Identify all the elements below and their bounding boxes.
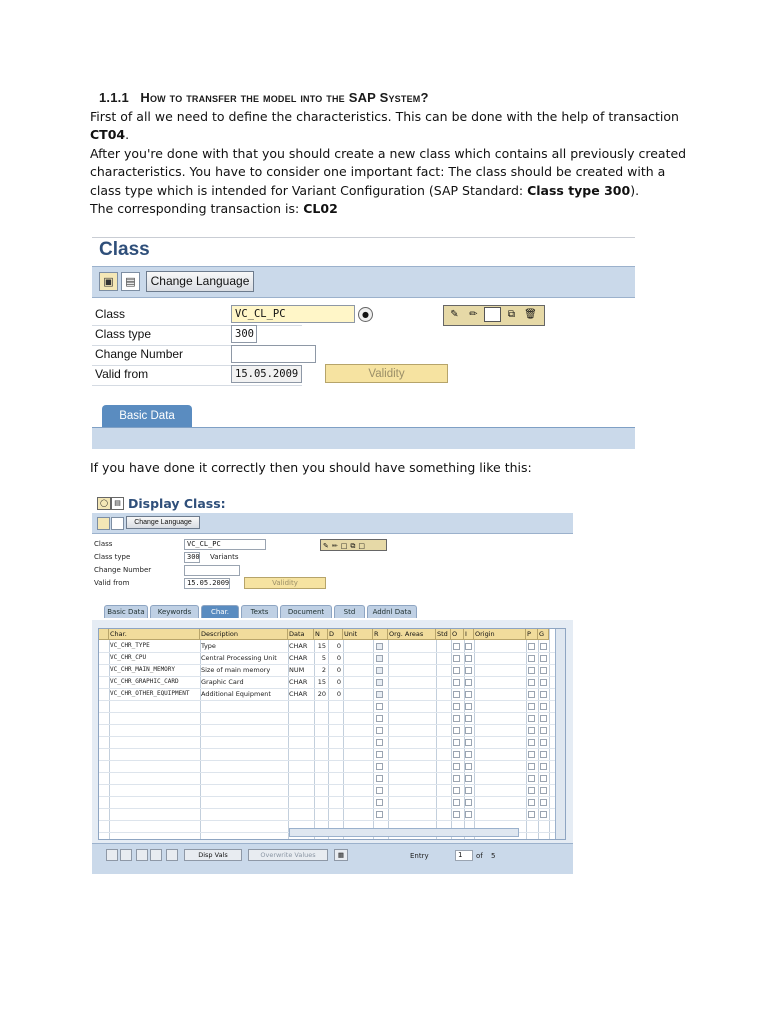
first-page-button[interactable] [106,849,118,861]
row-checkbox[interactable] [465,811,472,818]
disp-vals-button[interactable]: Disp Vals [184,849,242,861]
row-checkbox[interactable] [453,739,460,746]
paragraph-1: First of all we need to define the characteristics. This can be done with the help of transaction CT04. [90,109,679,143]
class-type-300: Class type 300 [527,182,631,198]
next-page-button[interactable] [136,849,148,861]
cell-desc[interactable]: Size of main memory [201,666,271,674]
section-heading [99,90,429,105]
vertical-scrollbar[interactable] [555,629,565,839]
row-checkbox[interactable] [540,751,547,758]
change-number-input[interactable] [231,345,316,363]
label-valid-from: Valid from [94,579,130,587]
column-header-org-areas[interactable]: Org. Areas [388,629,436,640]
result-intro: If you have done it correctly then you should have something like this: [90,460,532,475]
row-checkbox[interactable] [453,667,460,674]
change-number-input[interactable] [184,565,240,576]
entry-input[interactable]: 1 [455,850,473,861]
row-checkbox[interactable] [528,703,535,710]
column-header-origin[interactable]: Origin [474,629,526,640]
change-language-button[interactable]: Change Language [126,516,200,529]
row-checkbox[interactable] [540,787,547,794]
cell-d[interactable]: 0 [336,678,341,686]
action-icons [443,305,545,326]
table-footer [92,843,573,874]
row-checkbox[interactable] [540,739,547,746]
class-input[interactable]: VC_CL_PC [231,305,355,323]
row-checkbox[interactable] [465,643,472,650]
row-checkbox[interactable] [453,655,460,662]
column-header-d[interactable]: D [328,629,343,640]
row-checkbox[interactable] [528,679,535,686]
cell-d[interactable]: 0 [336,642,341,650]
cell-d[interactable]: 0 [336,690,341,698]
row-checkbox[interactable] [376,667,383,674]
row-checkbox[interactable] [465,655,472,662]
class-type-input[interactable]: 300 [231,325,257,343]
row-checkbox[interactable] [453,643,460,650]
row-checkbox[interactable] [540,727,547,734]
row-checkbox[interactable] [528,739,535,746]
column-header-data[interactable]: Data [288,629,314,640]
row-checkbox[interactable] [376,751,383,758]
cell-desc[interactable]: Additional Equipment [201,690,271,698]
row-checkbox[interactable] [376,811,383,818]
tab-document[interactable]: Document [280,605,332,618]
edit-icon[interactable]: ✏ [469,309,478,320]
paragraph-2: After you're done with that you should create a new class which contains all previously created characteristics. You have to consider one important fact: The class should be created with a class type which is intended for Variant Configuration (SAP Standard: Class type 300). [90,145,687,198]
heading-text: How to transfer the model into the SAP System? [140,90,429,105]
display-class-screen [92,493,573,873]
column-header-unit[interactable]: Unit [343,629,373,640]
label-class-type: Class type [94,553,131,561]
label-change-number: Change Number [94,566,152,574]
row-checkbox[interactable] [376,703,383,710]
intro-paragraphs [90,108,690,218]
cell-n[interactable]: 15 [317,678,326,686]
cell-data[interactable]: NUM [289,666,305,674]
row-checkbox[interactable] [453,763,460,770]
cell-data[interactable]: CHAR [289,642,308,650]
transaction-ct04: CT04 [90,127,126,143]
column-header-n[interactable]: N [314,629,328,640]
row-checkbox[interactable] [465,691,472,698]
row-checkbox[interactable] [540,775,547,782]
row-checkbox[interactable] [376,679,383,686]
class-screen [92,237,635,448]
row-checkbox[interactable] [528,643,535,650]
row-checkbox[interactable] [376,763,383,770]
column-header-char[interactable]: Char. [109,629,200,640]
list-icon[interactable]: ▤ [121,272,140,291]
row-checkbox[interactable] [376,799,383,806]
row-checkbox[interactable] [453,751,460,758]
cell-n[interactable]: 20 [317,690,326,698]
display-change-icon[interactable]: ✎ [450,309,459,320]
row-checkbox[interactable] [465,775,472,782]
row-checkbox[interactable] [465,727,472,734]
row-checkbox[interactable] [465,787,472,794]
column-header-description[interactable]: Description [200,629,288,640]
row-checkbox[interactable] [453,811,460,818]
tab-keywords[interactable]: Keywords [150,605,199,618]
cell-desc[interactable]: Central Processing Unit [201,654,277,662]
row-checkbox[interactable] [376,739,383,746]
heading-number: 1.1.1 [99,90,129,105]
search-help-icon[interactable]: ● [358,307,373,322]
cell-d[interactable]: 0 [336,666,341,674]
row-checkbox[interactable] [528,775,535,782]
row-checkbox[interactable] [465,799,472,806]
row-checkbox[interactable] [528,799,535,806]
row-checkbox[interactable] [465,679,472,686]
column-header-i[interactable]: I [464,629,474,640]
row-checkbox[interactable] [540,691,547,698]
row-checkbox[interactable] [376,727,383,734]
row-checkbox[interactable] [540,655,547,662]
row-checkbox[interactable] [465,739,472,746]
list-icon[interactable] [111,517,124,530]
paragraph-3: The corresponding transaction is: CL02 [90,201,338,217]
create-icon[interactable] [484,307,501,322]
column-header-r[interactable]: R [373,629,388,640]
last-page-button[interactable] [150,849,162,861]
class-type-desc: Variants [210,553,239,561]
row-checkbox[interactable] [465,667,472,674]
change-language-button[interactable]: Change Language [146,271,254,292]
label-valid-from: Valid from [95,367,149,381]
row-checkbox[interactable] [465,715,472,722]
cell-char[interactable]: VC_CHR_TYPE [110,642,150,649]
row-checkbox[interactable] [465,703,472,710]
action-icons[interactable]: ✎✏□⧉□ [320,539,387,551]
select-all-cell[interactable] [99,629,109,640]
prev-page-button[interactable] [120,849,132,861]
class-screen-title: Class [99,239,150,260]
row-checkbox[interactable] [540,703,547,710]
tree-icon: ▤ [111,497,124,510]
cell-d[interactable]: 0 [336,654,341,662]
row-checkbox[interactable] [540,763,547,770]
row-checkbox[interactable] [540,811,547,818]
row-checkbox[interactable] [540,715,547,722]
column-header-o[interactable]: O [451,629,464,640]
row-checkbox[interactable] [453,703,460,710]
cell-desc[interactable]: Graphic Card [201,678,244,686]
row-checkbox[interactable] [376,643,383,650]
row-checkbox[interactable] [465,763,472,770]
cell-data[interactable]: CHAR [289,690,308,698]
tab-basic-data[interactable]: Basic Data [104,605,148,618]
column-header-std[interactable]: Std [436,629,451,640]
display-class-title: Display Class: [128,496,226,511]
row-checkbox[interactable] [453,775,460,782]
row-checkbox[interactable] [453,787,460,794]
cell-data[interactable]: CHAR [289,678,308,686]
delete-icon[interactable]: 🗑 [524,309,537,320]
row-checkbox[interactable] [528,727,535,734]
row-checkbox[interactable] [376,691,383,698]
class-tab-content [92,427,635,449]
row-checkbox[interactable] [376,655,383,662]
class-toolbar [92,266,635,298]
row-checkbox[interactable] [528,787,535,794]
cell-char[interactable]: VC_CHR_OTHER_EQUIPMENT [110,690,190,697]
of-label: of [476,852,483,860]
valid-from-input[interactable]: 15.05.2009 [184,578,230,589]
tab-basic-data[interactable]: Basic Data [102,405,192,427]
validity-button[interactable]: Validity [244,577,326,589]
row-checkbox[interactable] [376,715,383,722]
other-class-icon[interactable] [97,517,110,530]
cell-n[interactable]: 5 [321,654,326,662]
display-glasses-icon: ◯ [97,497,111,510]
row-checkbox[interactable] [453,715,460,722]
row-checkbox[interactable] [528,811,535,818]
label-class: Class [95,307,126,321]
row-checkbox[interactable] [453,679,460,686]
row-checkbox[interactable] [528,763,535,770]
cell-data[interactable]: CHAR [289,654,308,662]
label-class-type: Class type [95,327,152,341]
row-checkbox[interactable] [528,691,535,698]
row-checkbox[interactable] [540,679,547,686]
row-checkbox[interactable] [453,691,460,698]
label-class: Class [94,540,113,548]
valid-from-input[interactable]: 15.05.2009 [231,365,302,383]
row-checkbox[interactable] [540,643,547,650]
tab-texts[interactable]: Texts [241,605,278,618]
row-checkbox[interactable] [528,715,535,722]
cell-n[interactable]: 15 [317,642,326,650]
tab-char[interactable]: Char. [201,605,239,618]
cell-desc[interactable]: Type [201,642,216,650]
row-checkbox[interactable] [540,667,547,674]
row-checkbox[interactable] [453,727,460,734]
row-checkbox[interactable] [540,799,547,806]
transaction-cl02: CL02 [303,201,338,217]
of-value: 5 [491,852,496,860]
class-input[interactable]: VC_CL_PC [184,539,266,550]
cell-n[interactable]: 2 [321,666,326,674]
row-checkbox[interactable] [376,787,383,794]
entry-label: Entry [410,852,429,860]
row-checkbox[interactable] [465,751,472,758]
class-type-input[interactable]: 300 [184,552,200,563]
cell-char[interactable]: VC_CHR_MAIN_MEMORY [110,666,176,673]
column-header-p[interactable]: P [526,629,538,640]
cell-char[interactable]: VC_CHR_GRAPHIC_CARD [110,678,179,685]
overwrite-values-button[interactable]: Overwrite Values [248,849,328,861]
row-checkbox[interactable] [376,775,383,782]
validity-button[interactable]: Validity [325,364,448,383]
row-checkbox[interactable] [528,655,535,662]
tab-std[interactable]: Std [334,605,365,618]
row-checkbox[interactable] [453,799,460,806]
row-checkbox[interactable] [528,667,535,674]
characteristics-table [98,628,566,840]
copy-icon[interactable]: ⧉ [507,309,516,320]
cell-char[interactable]: VC_CHR_CPU [110,654,147,661]
row-checkbox[interactable] [528,751,535,758]
insert-row-button[interactable] [166,849,178,861]
settings-icon[interactable]: ▦ [334,849,348,861]
other-class-icon[interactable]: ▣ [99,272,118,291]
label-change-number: Change Number [95,347,184,361]
horizontal-scrollbar[interactable] [289,828,519,837]
column-header-g[interactable]: G [538,629,549,640]
tab-addnl-data[interactable]: Addnl Data [367,605,417,618]
